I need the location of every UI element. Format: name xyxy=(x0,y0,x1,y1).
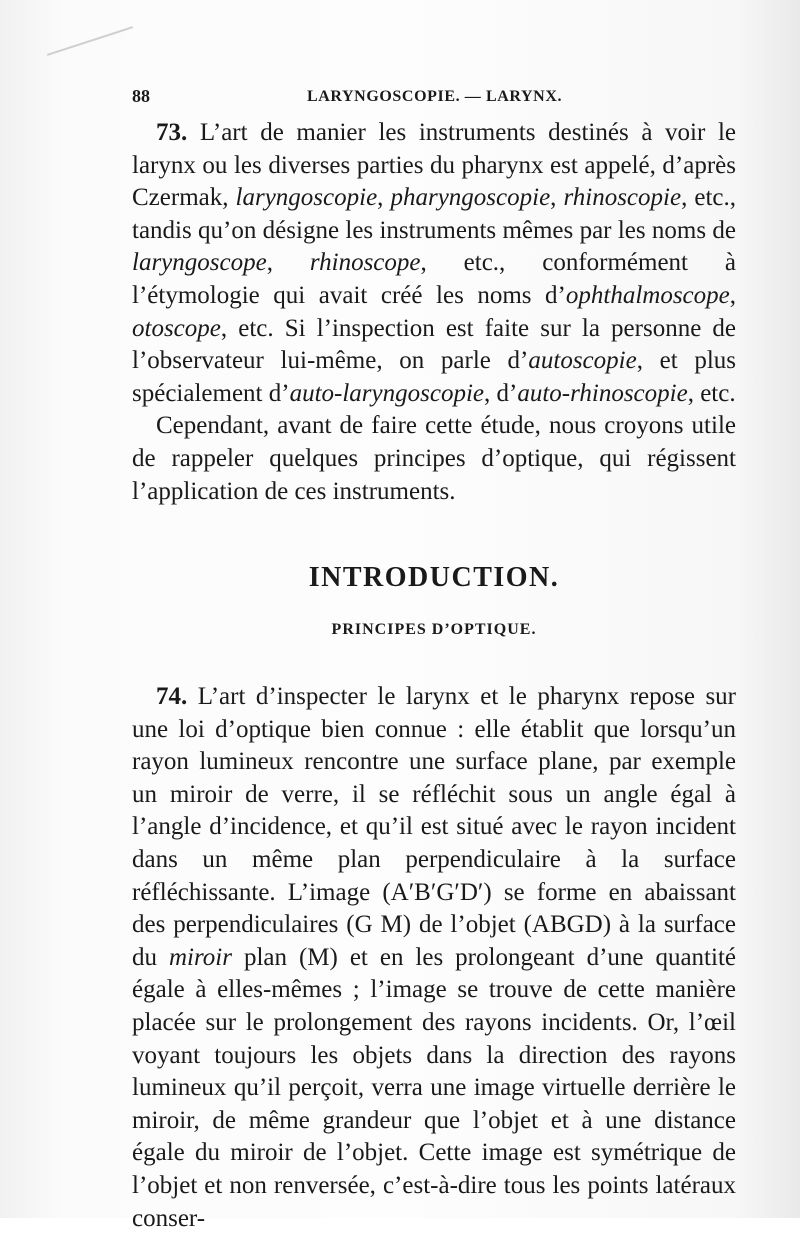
text-span: , etc., tandis qu’on désigne les instruments mêmes par les noms de xyxy=(132,184,736,244)
page-number: 88 xyxy=(132,86,150,106)
text-span: , xyxy=(266,249,310,277)
subsection-title: PRINCIPES D’OPTIQUE. xyxy=(331,621,537,638)
paragraph-group-73 xyxy=(132,117,736,508)
italic-term: rhinoscope xyxy=(309,249,421,277)
paragraph-74 xyxy=(132,681,736,1235)
italic-term: miroir xyxy=(168,943,232,971)
text-span: , xyxy=(729,281,736,309)
paragraph-group-74 xyxy=(132,681,736,1235)
text-span: plan (M) et en les prolongeant d’une quantité égale à elles-mêmes ; l’image se trouve de cette manière placée sur le prolongement des rayons incidents. Or, l’œil voyant toujours les objets dans la direction des rayons lumineux qu’il perçoit, verra une image virtuelle derrière le miroir, de même grandeur que l’objet et à une distance égale du miroir de l’objet. Cette image est symétrique de l’objet et non renversée, c’est-à-dire tous les points latéraux conser- xyxy=(132,943,736,1232)
italic-term: auto-laryngoscopie xyxy=(289,379,484,407)
paragraph-number-74: 74. xyxy=(156,683,188,710)
italic-term: otoscope xyxy=(132,314,221,342)
paragraph-73 xyxy=(132,117,736,410)
italic-term: autoscopie xyxy=(528,347,637,375)
text-span: , xyxy=(377,184,391,212)
italic-term: pharyngoscopie xyxy=(390,184,551,212)
text-span: , etc. xyxy=(687,379,736,407)
italic-term: rhinoscopie xyxy=(563,184,682,212)
text-span: , etc. Si l’inspection est faite sur la personne de l’observateur lui-même, on parle d’ xyxy=(132,314,736,375)
section-title: INTRODUCTION. xyxy=(308,562,560,593)
text-span: L’art d’inspecter le larynx et le pharynx repose sur une loi d’optique bien connue : elle établit que lorsqu’un rayon lumineux rencontre une surface plane, par exemple un miroir de verre, il se réfléchit sous un angle égal à l’angle d’incidence, et qu’il est situé avec le rayon incident dans un même plan perpendiculaire à la surface réfléchissante. L’image (A′B′G′D′) se forme en abaissant des perpendiculaires (G M) de l’objet (ABGD) à la surface du xyxy=(132,683,736,971)
italic-term: laryngoscopie xyxy=(235,184,378,212)
text-span: L’art de manier les instruments destinés à voir le larynx ou les diverses parties du pharynx est appelé, d’après Czermak, xyxy=(132,119,737,212)
paragraph-number-73: 73. xyxy=(156,119,188,146)
running-head: LARYNGOSCOPIE. — LARYNX. xyxy=(307,88,563,105)
page-edge-mark xyxy=(47,26,133,56)
text-span: , d’ xyxy=(484,379,518,407)
italic-term: auto-rhinoscopie xyxy=(517,379,688,407)
italic-term: ophthalmoscope xyxy=(565,281,730,309)
text-span: , et plus spécialement d’ xyxy=(132,347,736,407)
paragraph-73-continued: Cependant, avant de faire cette étude, nous croyons utile de rappeler quelques principes d’optique, qui régissent l’application de ces instruments. xyxy=(132,412,736,505)
text-span: , xyxy=(550,184,564,212)
page-header xyxy=(132,86,742,116)
text-span: , etc., conformément à l’étymologie qui avait créé les noms d’ xyxy=(132,249,736,309)
italic-term: laryngoscope xyxy=(132,249,267,277)
